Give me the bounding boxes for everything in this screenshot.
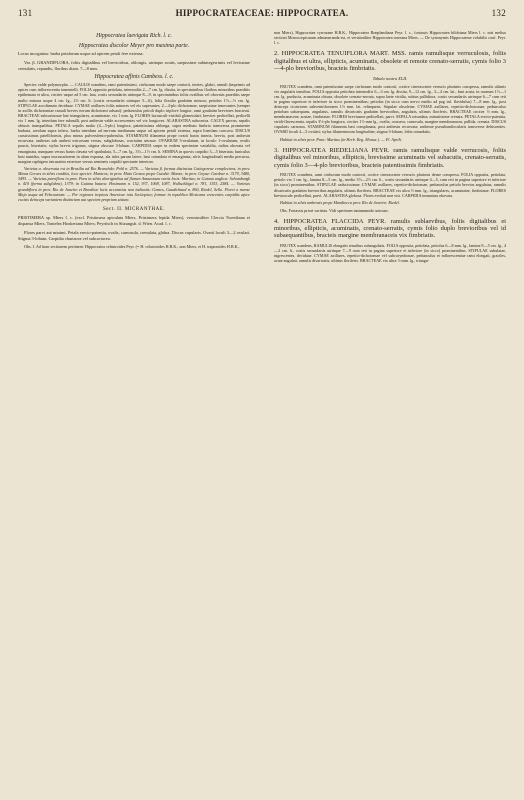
paragraph: Flores parvi aut minimi. Petala erecto-patentia, ovalis, carnosula, crenulata, glabra. Discus cupularis. Ovarii loculi 3—2 ovulati. Stigma 3-lobum. Carpidia chartacea vel subcoriacea.: [18, 230, 250, 241]
paragraph: Locus incognitus: barba petalorum usque ad apicem petali fere extensa.: [18, 51, 144, 56]
page-number-left: 131: [18, 8, 33, 18]
synonym-line: Hippocratea affinis Cambess. l. c.: [94, 74, 174, 81]
habitat-note: Habitat in silvis umbrosis prope Mandiocca prov. Rio de Janeiro: Riedel.: [280, 200, 400, 206]
paragraph: Obs. I. Ad hanc sectionem pertinent: Hippocratea celastroides Peyr. (= H. celastroides H.B.K., non Miers, et H. trapezoides H.B.K.,: [24, 243, 240, 249]
paragraph: FRUTEX scandens, RAMULIS elongatis tenuibus subangulatis. FOLIA opposita, petiolata, petiolus 6—8 mm. lg., lamina 9—5 cm. lg., 4—2 cm. lt., costis secundariis utrinque 7—9 cum reti in pagina superiore et inferiore (in sicco) prominentibus. STIPULAE subulatae, nigrescentes, deciduae. CYMAE axillares, repetito-dichotomae vel subcorymbosae, pedunculus et inflorescentiae rami elongati, graciles, acute angulati, ramulis divaricatis, ultimis floriferis. BRACTEAE vix ultra ½ mm. lg., triangu-: [274, 242, 506, 264]
page-number-right: 132: [491, 8, 506, 18]
paragraph: Var. β. GRANDIFLORA, foliis digitalibus vel brevioribus, oblongis, utrinque acutis, saepissime subintegerrimis vel levissime crenulatis, repandis, floribus diam. 7—8 mm.: [18, 60, 250, 71]
left-column: [18, 30, 250, 790]
paragraph: Obs. Fortassis priori varietas. Vidi specimen tantummodo unicum.: [280, 207, 389, 213]
synonym-line: Hippocratea discolor Meyer pro maxima parte.: [78, 43, 190, 49]
habitat-note: Varietas α. observata est in Brasilia ad Rio Branchdo: Pohl n. 2576. — Varietas β. formas distinctas Cattegoreae complectens, in prov. Minas Geraes in silvis conditis, loco speciei: Manicos; in prov. Mato Grosso prope Cuiabá: Manso; in prov. Goyaz: Gardner n. 3179, 3480, 3493. — Varietas parviflora in prov. Para in silvis aboriginibus ad flumen Amazonum variis locis: Martius; in Guiana anglica: Schomburgk n. 410 (forma subglabra), 1379; in Guiana batava: Hostmann n. 152, 937, 1068, 1087, Wullschlägel n. 781, 1353, 2584. — Varietas grandiflora in prov. Rio de Janeiro et Brasiliae locis accuratius non indicatis: Gomes, Gaudichaud n. 860, Riedel, Sello. Floret a mense Majo usque ad Februarium. — Per regiones tropicas Americae tota Sectiopica; formae in republica Mexicana crescentes carpidiis apice excisis deinceps variantem distinctam aut speciem propriam sistunt.: [18, 166, 250, 202]
paragraph: Species valde polymorpha. — CAULIS scandens, rami patentissimi, cirrhorum modo saepe contorti, teretes, glabri, ramuli (imprimis ad apices cum inflorescentia tomentelli. FOLIA opposita petiolata, internodiis 2—7 cm. lg. dissita, in speciminibus floribus minoribus praeditis epithemata et ultra, circiter usque ad 5 cm. lata, costis secundariis utrinque 8—9, in speciminibus foliis ovalibus vel obovatis praeditis saepe multo minora usque 4 cm. lg., 2½ cm. lt. (costis secundariis utrinque 5—6), folia floralia gradatim minora; petiolus 1½—½ cm. lg. STIPULAE acrofinnato deciduae. CYMAE axillares foliis minores vel eis superantes, 2—4-plo dichotomae, saepissime innovantes (semper in axillis dichotomiae ramuli breves iterum dichotomi adsunt): pedunculus petioli duplo triplove longior, rami gradatim breviores bracteati. BRACTEAE subcarinosae late triangulares, acuminatae, vix 1 mm. lg. FLORES laxiusculi-viriduli glomerulati; breviter pedicellati, pedicelli vix 1 mm. lg. interdum fere subnulli, post anthesin valde accrescentes vel vix longiores. ALABASTRA subconica. CALYX parvus, sepalis obtusis inaequalibus. PETALA sepalis multo (4—5-plo) longiora, patentissima oblonga, supra medium fimbria transversa prominente barbata, areolam supra infero, barba interdum ad nervum medianum usque ad apicem petali extensa, supra lineolam concava. DISCUS crassissimus patelliformis, plus minus pulverulento-puberulus. STAMINUM filamenta prope ovarii basin inserta, brevia, post anthesin recurvata, antheras sub anthesi extrorsum versas, subglobosas, cruciatim setosae. OVARIUM 3-ovulatum, in loculo 1-ovulatum; ovulis paucis, biseriatis; stylus brevis trigonus, stigma obscure 3-lobum. CARPIDIA saepe in eodem specimine variabilia, radius obovata vel emarginata, nunquam versus basin clavata vel spathulata, 5—7 cm. lg., 3½—1½ cm. lt. SEMINA in quovis carpidio 3—5 biseriata; funiculus basi tumidus, supra incrassatiorem in alam expansa, ala infra parum latere, basi rotundata et emarginata, alvis longitudinali media percursa, margine raphigero intrusatim exteriore versus semineis carpidii spectante interiora.: [18, 82, 250, 164]
paragraph: non Miers), Hippocratea cyrrosane H.B.K., Hippocratea Bonplandiana Peyr. l. c., fortassis Hippocratea bilobiana Miers l. c. nisi melius sectioni Monocorpicarum adnumeranda est, et verisimiliter Hippocratea torreana Miers. — De synonymis Hippocrateae volubilis conf. Peyr. l. c.: [274, 30, 506, 46]
right-column: [274, 30, 506, 790]
species-heading: 3. HIPPOCRATEA RIEDELIANA PEYR. ramis ramulisque valde verrucosis, foliis digitalibus vel minoribus, ellipticis, brevissime acuminatis vel subacutis, crenato-serratis, cymis folio 3—4-plo brevioribus, bracteis patentissimis fimbriatis.: [274, 147, 506, 169]
section-heading: Sect. II. MICRANTHAE.: [102, 206, 166, 212]
synonym-line: Hippocratea laevigata Rich. l. c.: [96, 33, 172, 39]
running-title: HIPPOCRATEACEAE: HIPPOCRATEA.: [175, 8, 349, 18]
species-heading: 2. HIPPOCRATEA TENUIFLORA MART. MSS. ramis ramulisque verruculosis, foliis digitalibus et ultra, ellipticis, acuminatis, obsolete et remote crenato-serratis, cymis folio 3—4-plo brevioribus, bracteis fimbriatis.: [274, 50, 506, 73]
paragraph: PRISTIMERA sp. Miers l. c. (excl. Pristimera apiculata Miers, Pristimera lepida Miers), verosimiliter Clercia Tweediana et dispansa Miers, Tontelea Hookeriana Miers; Peyritsch in Sitzungsb. d. Wien. Acad. l. c.: [18, 215, 250, 227]
paragraph: FRUTEX scandens, rami cirrhorum modo contorti, cortice cinerascente verrucis plurimis dense conspersa. FOLIA opposita, petiolata, petiolo vix 1 cm. lg., lamina 8—5 cm. lg., medio 3½—2½ cm. lt., costis secundariis utrinque 4—5, cum reti in pagina superiore et inferiore (in sicco) prominentibus. STIPULAE caducissimae. CYMAE axillares, repetito-dichotomae, pedunculus petiolo brevius angulatus, ramulis divaricatis gradatim brevioribus angulatis, ultimis floriferis. BRACTEAE vix ultra ½ mm. lg., triangulares, acuminatae, fimbriatae. FLORES breviuscule pedicellati, parvi. ALABASTRA globosa. Flores evoluti non visi. CARPIDIA immatura obovata.: [274, 172, 506, 198]
plate-reference: Tabula nostra XLII.: [372, 75, 408, 81]
paragraph: FRUTEX scandens, rami patentissimi saepe cirrhorum modo contorti, cortice cinerascente verrucis plurimis conspersa, ramulis ultimis vix angulatis tenuibus. FOLIA opposita petiolata internodiis 6—3 cm. lg. dissita, 9—12 cm. lg., 3—4 cm. lat., basi acuta, in cuneum 1½—1 cm. lg. producta, acuminata obtusa, obsolete crenato-serrata, supra laete viridia, subtus pallidiora, costis secundariis utrinque 6—7 cum reti in pagina superiore et inferiore in sicco prominentibus; petiolus (in sicco cum nervo medio ad pag inf. flavidulus) 7—8 mm. lg., post deinceps cicatricem subventriformem 1½ mm. lat. relinquens. Stipulae obsoletae. CYMAE axillares, repetito-dichotomae, pedunculus petiolum subaequans, angulatus, ramulis divaricatis gradatim brevioribus, angulatis, ultimis floriferis. BRACTEAE circiter ½ mm. lg., membranaceae, acutae, fimbriatae. FLORES breviusme pedicellati, parvi. SEPALA rotundata, minutissime crenata. PETALA erecto-patentia, viridi-flavescentia, sepalis 3½-plo longiora, circiter 1½ mm lg., ovalia, concava, carnosula, margine membranacea, pallida, crenata. DISCUS cupularis carnosus. STAMINUM filamenta basi complanata, post anthesin recurvata; antherae pseudounilocularis transverse dehiscentes. OVARII loculi 4—5 ovulati; stylus filamentorum longitudine; stigma 3-lobum, lobis rotundatis.: [274, 83, 506, 135]
running-header: [18, 8, 506, 22]
species-heading: 4. HIPPOCRATEA FLACCIDA PEYR. ramulis sublaevibus, foliis digitalibus et minoribus, ellipticis, acuminatis, crenato-serratis, cymis folio duplo brevioribus vel id subaequantibus, bracteis margine membranaceis vix fimbriatis.: [274, 217, 506, 240]
habitat-note: Habitat in silvis prov. Para: Martius (in Herb. Reg. Monac.). — Fl. Aprili.: [280, 136, 402, 142]
